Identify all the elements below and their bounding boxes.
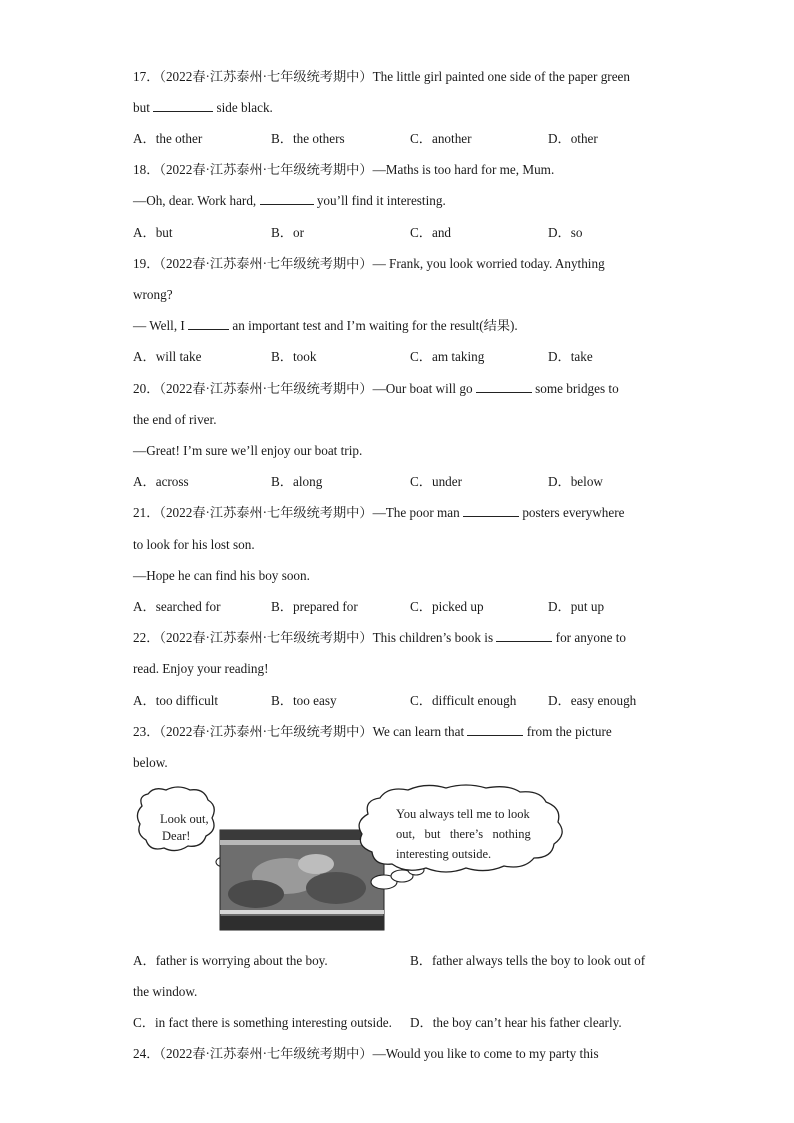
left-bubble-line-1: Look out, [160, 812, 209, 826]
question-source: （2022春·江苏泰州·七年级统考期中） [159, 381, 373, 396]
question-source: （2022春·江苏泰州·七年级统考期中） [159, 69, 373, 84]
question-number: 23． [133, 724, 160, 739]
question-22-stem: 22．（2022春·江苏泰州·七年级统考期中）This children’s book is for anyone to [133, 630, 626, 645]
question-number: 18． [133, 162, 160, 177]
question-18-stem-cont: —Oh, dear. Work hard, you’ll find it interesting. [133, 193, 446, 208]
option-a: A．across [133, 474, 189, 489]
option-d: D．so [548, 225, 583, 240]
option-c: C．in fact there is something interesting outside. [133, 1015, 392, 1030]
question-number: 17． [133, 69, 160, 84]
cartoon-picture [136, 784, 616, 934]
option-d: D．put up [548, 599, 605, 614]
answer-blank [463, 504, 519, 517]
right-speech-bubble [359, 785, 562, 872]
question-number: 24． [133, 1046, 160, 1061]
option-d: D．below [548, 474, 603, 489]
right-bubble-line-1: You always tell me to look [396, 807, 530, 821]
option-b: B．prepared for [271, 599, 358, 614]
right-bubble-line-2: out, but there’s nothing [396, 827, 531, 841]
option-c: C．and [410, 225, 452, 240]
option-a: A．the other [133, 131, 203, 146]
option-b: B．father always tells the boy to look out of [410, 953, 646, 968]
question-21-stem: 21．（2022春·江苏泰州·七年级统考期中）—The poor man posters everywhere [133, 505, 625, 520]
question-source: （2022春·江苏泰州·七年级统考期中） [159, 630, 373, 645]
question-20-stem-cont: the end of river. [133, 412, 217, 427]
question-19-stem-cont: wrong? [133, 287, 173, 302]
left-bubble-line-2: Dear! [162, 829, 191, 843]
question-20-stem: 20．（2022春·江苏泰州·七年级统考期中）—Our boat will go some bridges to [133, 381, 619, 396]
option-b: B．too easy [271, 693, 337, 708]
question-19-stem: 19．（2022春·江苏泰州·七年级统考期中）— Frank, you look worried today. Anything [133, 256, 605, 271]
option-a: A．but [133, 225, 173, 240]
option-c: C．am taking [410, 349, 485, 364]
question-number: 19． [133, 256, 160, 271]
right-bubble-line-3: interesting outside. [396, 847, 492, 861]
option-a: A．father is worrying about the boy. [133, 953, 328, 968]
question-21-stem-cont: to look for his lost son. [133, 537, 255, 552]
question-20-stem-cont2: —Great! I’m sure we’ll enjoy our boat trip. [133, 443, 363, 458]
question-17-stem-cont: but side black. [133, 100, 273, 115]
question-24-stem: 24．（2022春·江苏泰州·七年级统考期中）—Would you like to come to my party this [133, 1046, 599, 1061]
question-21-stem-cont2: —Hope he can find his boy soon. [133, 568, 310, 583]
option-b: B．the others [271, 131, 345, 146]
option-d: D．the boy can’t hear his father clearly. [410, 1015, 622, 1030]
option-a: A．too difficult [133, 693, 219, 708]
option-a: A．will take [133, 349, 202, 364]
answer-blank [467, 723, 523, 736]
answer-blank [496, 629, 552, 642]
option-c: C．picked up [410, 599, 484, 614]
question-19-stem-cont2: — Well, I an important test and I’m waiting for the result(结果). [133, 318, 518, 333]
option-c: C．difficult enough [410, 693, 517, 708]
question-18-stem: 18．（2022春·江苏泰州·七年级统考期中）—Maths is too hard for me, Mum. [133, 162, 555, 177]
answer-blank [188, 317, 229, 330]
option-d: D．take [548, 349, 593, 364]
question-number: 21． [133, 505, 160, 520]
question-17-stem: 17．（2022春·江苏泰州·七年级统考期中）The little girl painted one side of the paper green [133, 69, 630, 84]
answer-blank [260, 192, 314, 205]
question-source: （2022春·江苏泰州·七年级统考期中） [159, 256, 373, 271]
option-b: B．took [271, 349, 317, 364]
question-source: （2022春·江苏泰州·七年级统考期中） [159, 1046, 373, 1061]
option-c: C．under [410, 474, 463, 489]
answer-blank [476, 380, 532, 393]
question-source: （2022春·江苏泰州·七年级统考期中） [159, 162, 373, 177]
option-c: C．another [410, 131, 472, 146]
question-source: （2022春·江苏泰州·七年级统考期中） [159, 724, 373, 739]
question-number: 20． [133, 381, 160, 396]
option-d: D．easy enough [548, 693, 637, 708]
question-23-stem-cont: below. [133, 755, 168, 770]
question-number: 22． [133, 630, 160, 645]
option-b: B．or [271, 225, 304, 240]
answer-blank [153, 99, 213, 112]
question-source: （2022春·江苏泰州·七年级统考期中） [159, 505, 373, 520]
option-b: B．along [271, 474, 323, 489]
option-a: A．searched for [133, 599, 221, 614]
question-22-stem-cont: read. Enjoy your reading! [133, 661, 269, 676]
option-b-cont: the window. [133, 984, 198, 999]
car-window-photo [220, 830, 384, 930]
option-d: D．other [548, 131, 598, 146]
question-23-stem: 23．（2022春·江苏泰州·七年级统考期中）We can learn that from the picture [133, 724, 612, 739]
